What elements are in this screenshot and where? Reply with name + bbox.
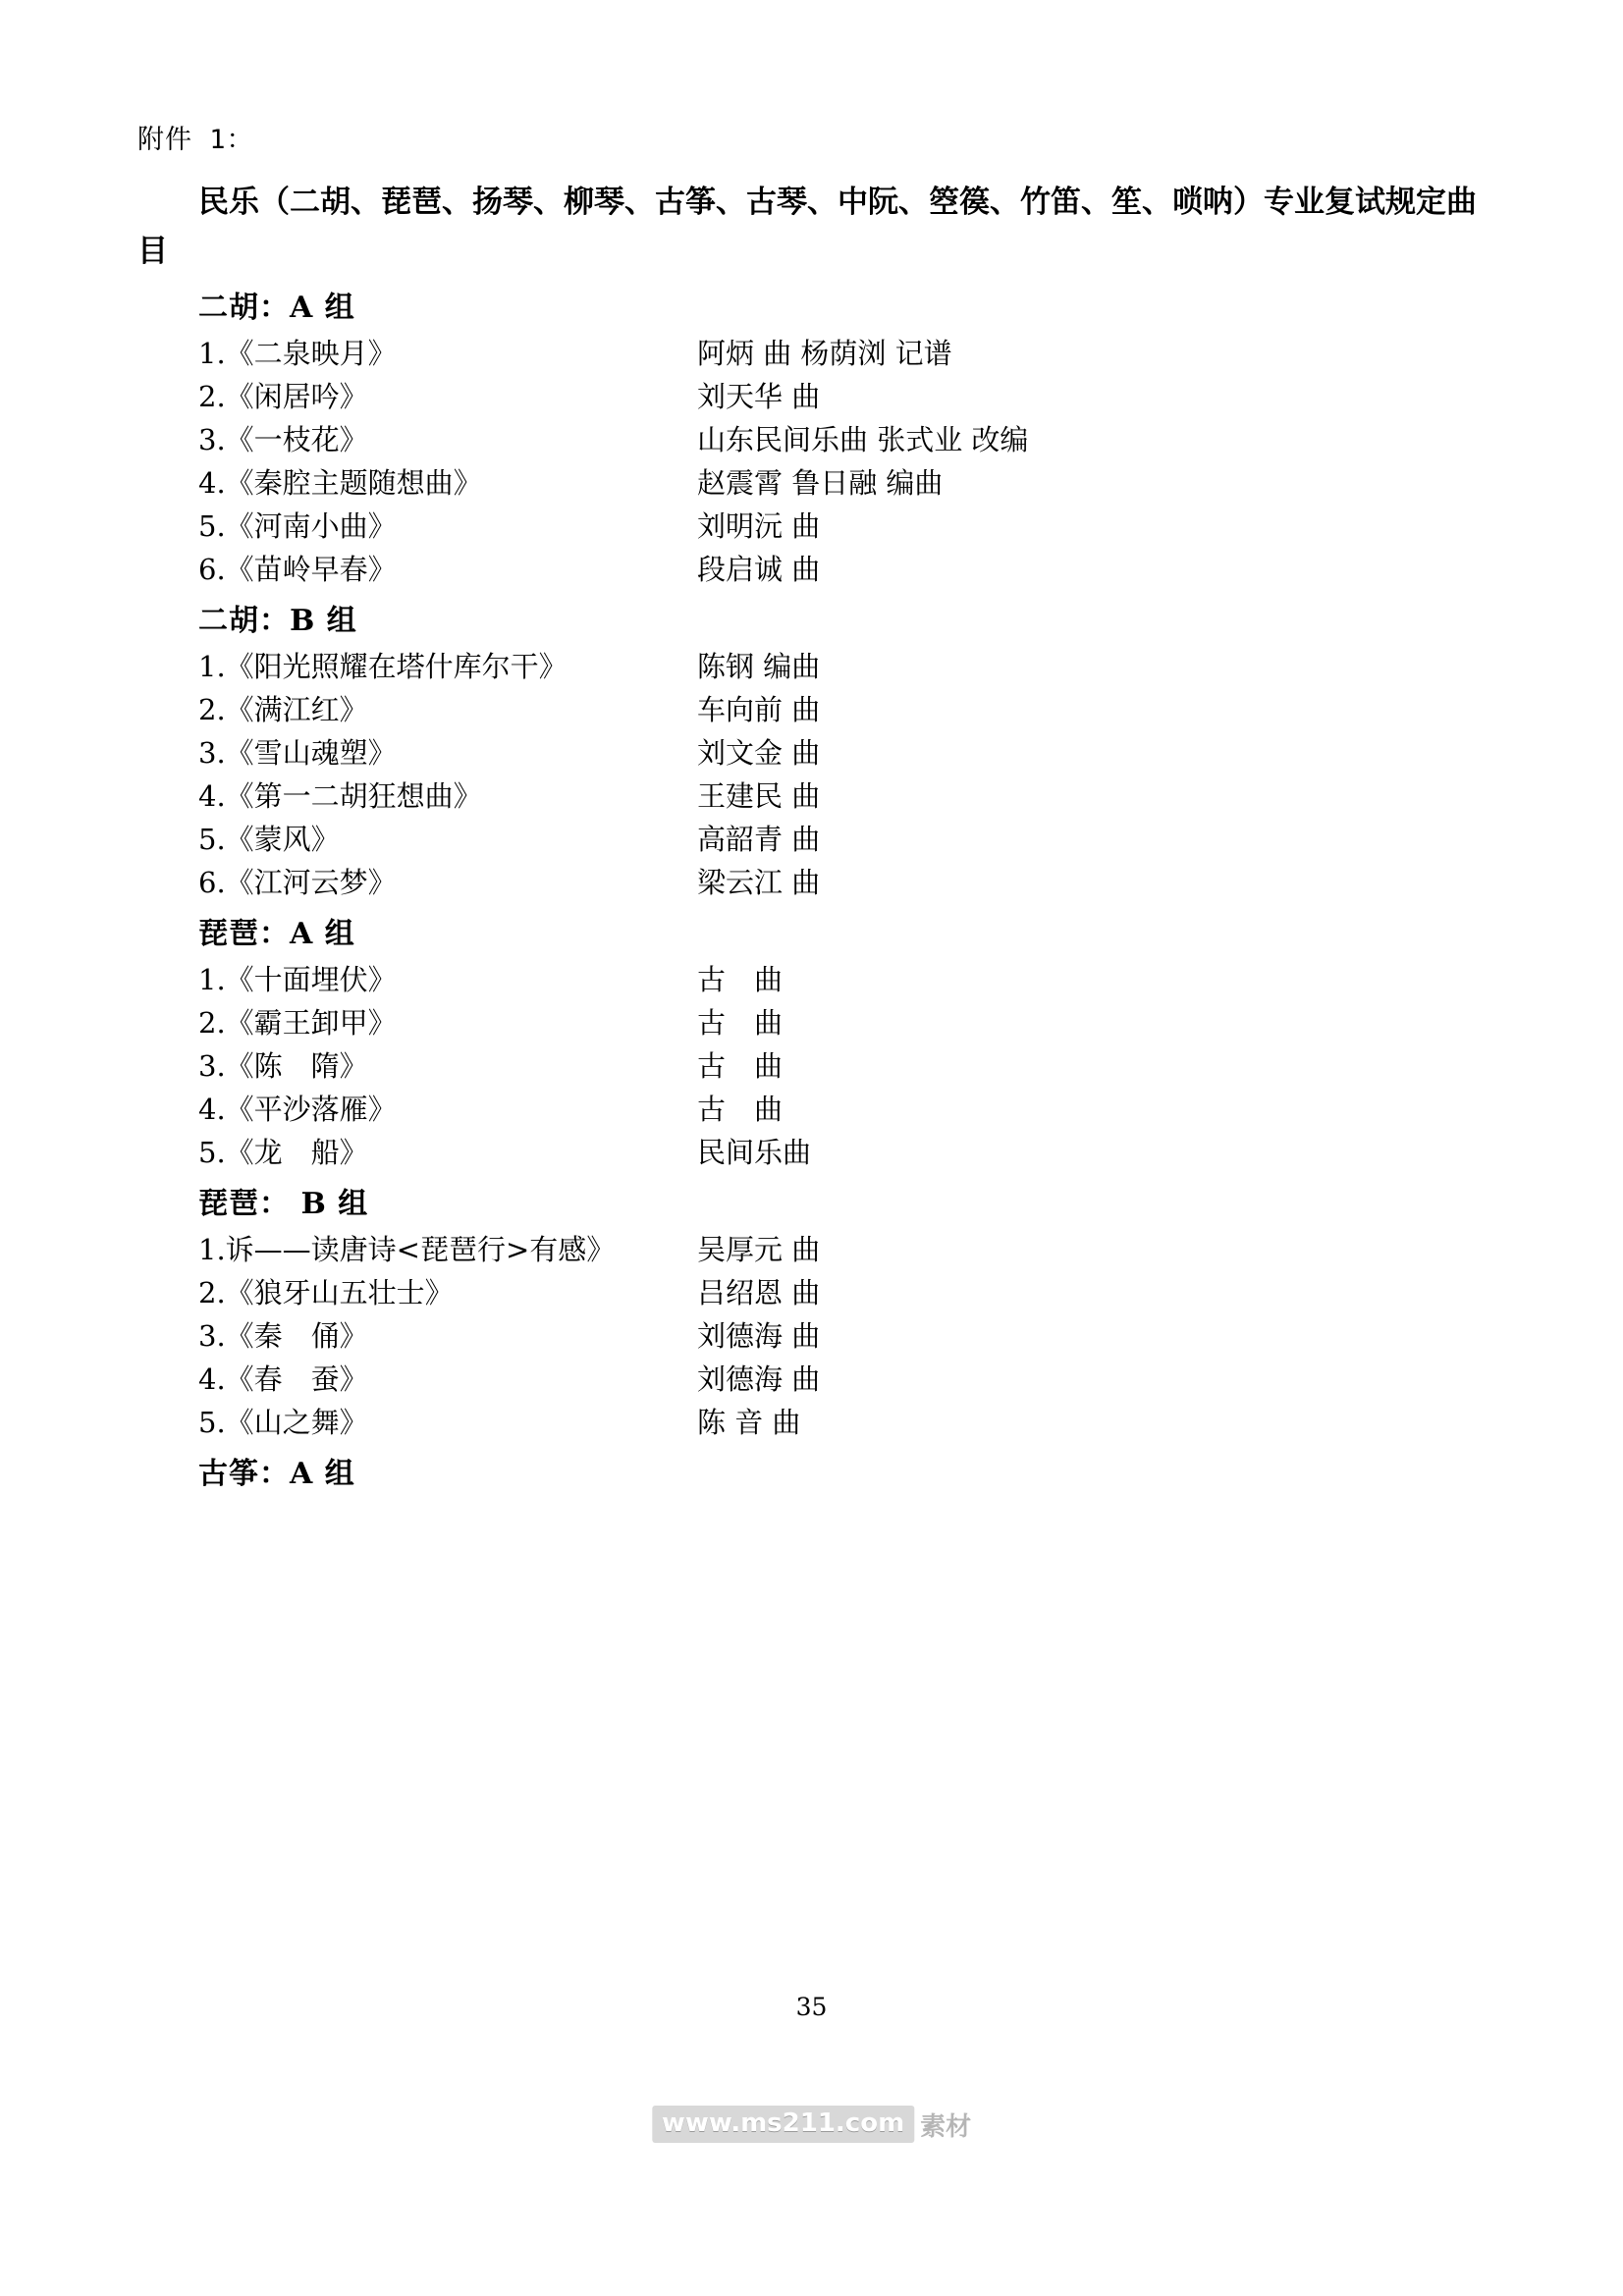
repertoire-item [137,548,1486,591]
repertoire-item [137,1314,1486,1358]
repertoire-item [137,645,1486,688]
repertoire-item [137,1044,1486,1088]
item-number: 1. [198,336,226,370]
item-composer: 刘德海 曲 [697,1362,821,1396]
item-composer: 高韶青 曲 [697,823,821,857]
item-number: 1. [198,649,226,683]
item-number: 3. [198,736,226,771]
item-composer: 陈钢 编曲 [697,649,821,683]
item-title: 《霸王卸甲》 [225,1005,397,1040]
item-title: 《山之舞》 [225,1406,368,1440]
repertoire-row [137,1401,1486,1444]
item-number: 5. [198,509,226,544]
section-heading: 琵琶： B 组 [198,1187,369,1222]
repertoire-row [137,332,1486,375]
sections-container [137,286,1486,1497]
item-number: 2. [198,380,226,414]
item-title: 《江河云梦》 [225,866,397,900]
item-number: 4. [198,779,226,814]
repertoire-row [137,731,1486,774]
item-title: 《蒙风》 [225,823,340,857]
item-title: 《二泉映月》 [225,336,397,370]
repertoire-item [137,861,1486,904]
repertoire-item [137,375,1486,418]
repertoire-item [137,774,1486,818]
item-title: 《龙 船》 [225,1136,368,1170]
item-composer: 车向前 曲 [697,692,821,726]
item-title: 《阳光照耀在塔什库尔干》 [225,649,568,683]
repertoire-row [137,505,1486,548]
section-heading: 琵琶：A 组 [198,917,355,952]
repertoire-item [137,958,1486,1001]
item-number: 1. [198,1232,226,1266]
watermark-text: 素材 [920,2111,972,2142]
item-composer: 刘明沅 曲 [697,509,821,544]
item-composer: 梁云江 曲 [697,866,821,900]
repertoire-row [137,375,1486,418]
repertoire-item [137,731,1486,774]
repertoire-item [137,1131,1486,1174]
item-title: 《春 蚕》 [225,1362,368,1396]
page-title: 民乐（二胡、琵琶、扬琴、柳琴、古筝、古琴、中阮、箜篌、竹笛、笙、唢呐）专业复试规定曲目 [137,185,1477,270]
repertoire-row [137,958,1486,1001]
watermark [652,2106,971,2143]
item-composer: 古 曲 [697,1049,784,1084]
item-title: 《满江红》 [225,692,368,726]
item-title: 《陈 隋》 [225,1049,368,1084]
item-number: 2. [198,1275,226,1309]
item-title: 诉——读唐诗<琵琶行>有感》 [225,1232,616,1266]
repertoire-row [137,1088,1486,1131]
item-composer: 山东民间乐曲 张式业 改编 [697,423,1029,457]
item-composer: 吕绍恩 曲 [697,1275,821,1309]
repertoire-item [137,1358,1486,1401]
item-composer: 古 曲 [697,1005,784,1040]
repertoire-item [137,505,1486,548]
item-composer: 古 曲 [697,1093,784,1127]
repertoire-row [137,1314,1486,1358]
item-number: 1. [198,962,226,996]
item-number: 3. [198,1049,226,1084]
item-title: 《十面埋伏》 [225,962,397,996]
section-heading: 二胡：B 组 [198,604,357,639]
item-number: 3. [198,1318,226,1353]
item-title: 《河南小曲》 [225,509,397,544]
item-title: 《秦腔主题随想曲》 [225,466,482,501]
repertoire-row [137,1358,1486,1401]
item-number: 5. [198,823,226,857]
item-composer: 阿炳 曲 杨荫浏 记谱 [697,336,952,370]
item-composer: 段启诚 曲 [697,553,821,587]
item-number: 5. [198,1136,226,1170]
item-number: 4. [198,466,226,501]
repertoire-row [137,418,1486,461]
item-title: 《平沙落雁》 [225,1093,397,1127]
repertoire-row [137,645,1486,688]
repertoire-item [137,1088,1486,1131]
item-title: 《苗岭早春》 [225,553,397,587]
item-number: 4. [198,1362,226,1396]
repertoire-item [137,1271,1486,1314]
repertoire-item [137,332,1486,375]
item-composer: 刘德海 曲 [697,1318,821,1353]
page-number: 35 [795,1993,828,2021]
item-number: 2. [198,692,226,726]
repertoire-row [137,1271,1486,1314]
item-title: 《雪山魂塑》 [225,736,397,771]
repertoire-row [137,818,1486,861]
repertoire-row [137,688,1486,731]
repertoire-row [137,461,1486,505]
repertoire-row [137,861,1486,904]
watermark-url: www.ms211.com [652,2106,914,2143]
repertoire-item [137,818,1486,861]
repertoire-row [137,1131,1486,1174]
item-title: 《一枝花》 [225,423,368,457]
item-composer: 民间乐曲 [697,1136,812,1170]
item-composer: 刘文金 曲 [697,736,821,771]
item-composer: 刘天华 曲 [697,380,821,414]
section-heading: 二胡：A 组 [198,291,355,326]
item-number: 3. [198,423,226,457]
repertoire-item [137,688,1486,731]
item-title: 《秦 俑》 [225,1318,368,1353]
item-composer: 赵震霄 鲁日融 编曲 [697,466,944,501]
section-heading: 古筝：A 组 [198,1457,355,1492]
item-composer: 陈 音 曲 [697,1406,801,1440]
item-title: 《第一二胡狂想曲》 [225,779,482,814]
item-number: 6. [198,553,226,587]
item-number: 4. [198,1093,226,1127]
repertoire-item [137,1228,1486,1271]
repertoire-row [137,1001,1486,1044]
repertoire-item [137,418,1486,461]
repertoire-item [137,461,1486,505]
repertoire-row [137,1228,1486,1271]
repertoire-item [137,1001,1486,1044]
repertoire-row [137,774,1486,818]
item-composer: 吴厚元 曲 [697,1232,821,1266]
repertoire-item [137,1401,1486,1444]
item-number: 6. [198,866,226,900]
item-title: 《闲居吟》 [225,380,368,414]
repertoire-row [137,1044,1486,1088]
attachment-label: 附件 1： [137,125,254,155]
item-number: 5. [198,1406,226,1440]
item-composer: 王建民 曲 [697,779,821,814]
item-composer: 古 曲 [697,962,784,996]
item-title: 《狼牙山五壮士》 [225,1275,454,1309]
item-number: 2. [198,1005,226,1040]
repertoire-row [137,548,1486,591]
